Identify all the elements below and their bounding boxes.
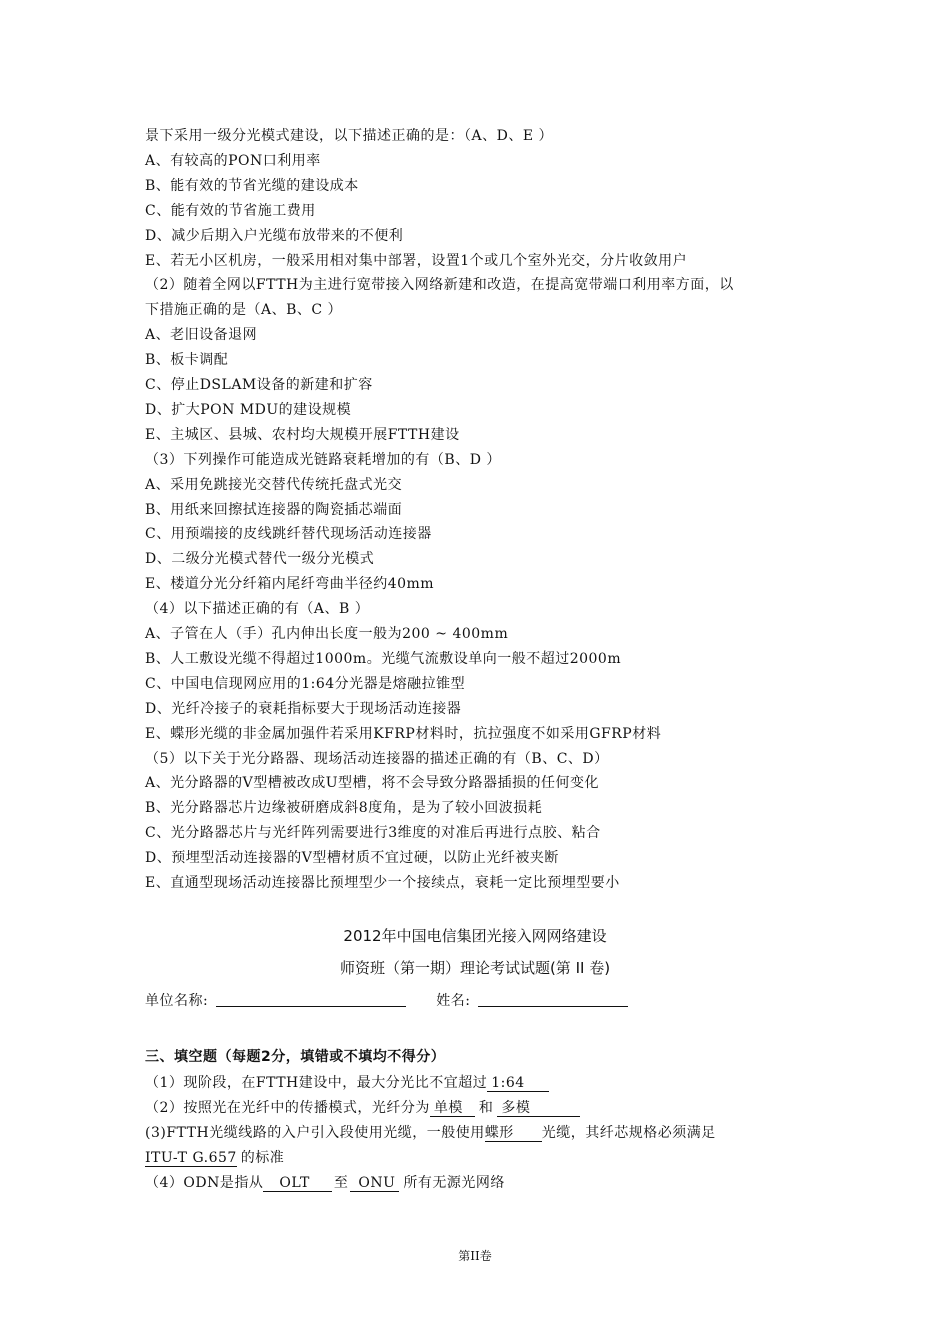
fill-question-1 (145, 1074, 549, 1092)
question-line: （3）下列操作可能造成光链路衰耗增加的有（B、D ） (145, 452, 501, 468)
question-line: C、光分路器芯片与光纤阵列需要进行3维度的对准后再进行点胶、粘合 (145, 825, 601, 841)
question-line: C、用预端接的皮线跳纤替代现场活动连接器 (145, 526, 432, 542)
question-line: （4）以下描述正确的有（A、B ） (145, 601, 370, 617)
question-line: B、板卡调配 (145, 352, 229, 368)
question-line: D、预埋型活动连接器的V型槽材质不宜过硬，以防止光纤被夹断 (145, 850, 559, 866)
question-line: C、能有效的节省施工费用 (145, 203, 316, 219)
question-line: B、人工敷设光缆不得超过1000m。光缆气流敷设单向一般不超过2000m (145, 651, 622, 667)
fill-question-3 (145, 1124, 716, 1142)
question-text: 光缆，其纤芯规格必须满足 (541, 1125, 716, 1141)
fill-section-heading: 三、填空题（每题2分，填错或不填均不得分） (145, 1049, 446, 1065)
question-line: C、停止DSLAM设备的新建和扩容 (145, 377, 373, 393)
question-line: E、蝶形光缆的非金属加强件若采用KFRP材料时，抗拉强度不如采用GFRP材料 (145, 726, 662, 742)
question-text: 的标准 (240, 1150, 285, 1166)
answer-blank: 单模 (430, 1100, 475, 1117)
question-line: A、采用免跳接光交替代传统托盘式光交 (145, 477, 403, 493)
question-text: 和 (478, 1100, 494, 1116)
fill-question-4 (145, 1174, 505, 1192)
fill-question-2 (145, 1099, 580, 1117)
question-line: C、中国电信现网应用的1:64分光器是熔融拉锥型 (145, 676, 466, 692)
answer-blank: 多模 (497, 1100, 580, 1117)
exam-title: 2012年中国电信集团光接入网网络建设 (343, 927, 607, 945)
answer-blank: 蝶形 (485, 1125, 542, 1142)
name-field[interactable] (478, 992, 628, 1007)
question-line: 下措施正确的是（A、B、C ） (145, 302, 343, 318)
question-line: A、老旧设备退网 (145, 327, 258, 343)
question-line: （2）随着全网以FTTH为主进行宽带接入网络新建和改造，在提高宽带端口利用率方面，以 (145, 277, 734, 293)
answer-blank: 1:64 (487, 1075, 548, 1092)
answer-blank: ITU-T G.657 (145, 1150, 237, 1166)
question-line: E、楼道分光分纤箱内尾纤弯曲半径约40mm (145, 576, 435, 592)
exam-header-fields (145, 992, 628, 1010)
question-line: E、直通型现场活动连接器比预埋型少一个接续点，衰耗一定比预埋型要小 (145, 875, 620, 891)
answer-blank: OLT (263, 1175, 331, 1192)
question-text: （1）现阶段，在FTTH建设中，最大分光比不宜超过 (145, 1075, 488, 1091)
exam-subtitle: 师资班（第一期）理论考试试题(第 II 卷) (339, 959, 611, 977)
question-line: A、有较高的PON口利用率 (145, 153, 321, 169)
page-footer: 第II卷 (458, 1249, 492, 1263)
question-line: D、减少后期入户光缆布放带来的不便利 (145, 228, 404, 244)
question-text: （2）按照光在光纤中的传播模式，光纤分为 (145, 1100, 430, 1116)
question-line: （5）以下关于光分路器、现场活动连接器的描述正确的有（B、C、D） (145, 751, 609, 767)
question-text: 至 (333, 1175, 349, 1191)
unit-name-field[interactable] (216, 992, 406, 1007)
unit-label: 单位名称: (145, 993, 209, 1009)
question-text: 所有无源光网络 (403, 1175, 505, 1191)
name-label: 姓名: (436, 993, 471, 1009)
question-text: (3)FTTH光缆线路的入户引入段使用光缆，一般使用 (145, 1125, 485, 1141)
question-line: E、若无小区机房，一般采用相对集中部署，设置1个或几个室外光交，分片收敛用户 (145, 253, 688, 269)
question-line: D、二级分光模式替代一级分光模式 (145, 551, 375, 567)
answer-blank: ONU (350, 1175, 399, 1192)
question-line: A、子管在人（手）孔内伸出长度一般为200 ~ 400mm (145, 626, 509, 642)
question-line: A、光分路器的V型槽被改成U型槽，将不会导致分路器插损的任何变化 (145, 775, 600, 791)
question-line: 景下采用一级分光模式建设，以下描述正确的是：（A、D、E ） (145, 128, 554, 144)
question-text: （4）ODN是指从 (145, 1175, 264, 1191)
question-line: D、扩大PON MDU的建设规模 (145, 402, 352, 418)
question-line: B、能有效的节省光缆的建设成本 (145, 178, 359, 194)
question-line: E、主城区、县城、农村均大规模开展FTTH建设 (145, 427, 460, 443)
question-line: D、光纤冷接子的衰耗指标要大于现场活动连接器 (145, 701, 462, 717)
fill-question-3-cont (145, 1149, 284, 1167)
question-line: B、光分路器芯片边缘被研磨成斜8度角，是为了较小回波损耗 (145, 800, 543, 816)
question-line: B、用纸来回擦拭连接器的陶瓷插芯端面 (145, 502, 403, 518)
